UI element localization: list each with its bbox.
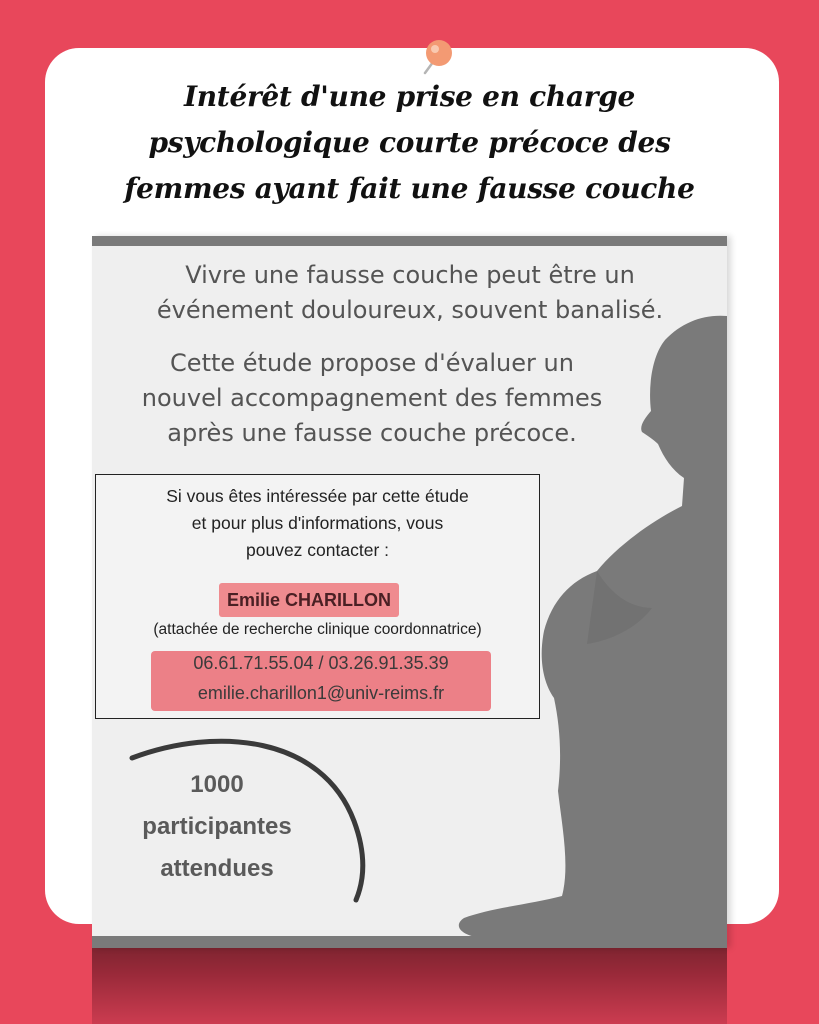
study-line-1: Cette étude propose d'évaluer un: [170, 349, 574, 377]
intro-line-1: Vivre une fausse couche peut être un: [185, 261, 635, 289]
contact-line-2: et pour plus d'informations, vous: [191, 513, 444, 533]
contact-email[interactable]: emilie.charillon1@univ-reims.fr: [197, 683, 445, 703]
intro-paragraph: [120, 258, 700, 328]
contact-name: Emilie CHARILLON: [219, 583, 399, 617]
stat-line-2: participantes: [142, 813, 292, 840]
page-title: [92, 74, 727, 212]
poster-bottom-bar: [92, 936, 727, 948]
contact-phone-numbers[interactable]: 06.61.71.55.04 / 03.26.91.35.39: [193, 653, 449, 673]
stat-line-3: attendues: [160, 855, 274, 882]
study-paragraph: [102, 346, 642, 451]
poster-shadow: [92, 946, 727, 1024]
contact-invitation: [96, 483, 539, 564]
title-line-3: femmes ayant fait une fausse couche: [124, 172, 695, 205]
title-line-2: psychologique courte précoce des: [148, 126, 671, 159]
participants-stat: [122, 764, 312, 890]
contact-line-3: pouvez contacter :: [246, 540, 389, 560]
intro-line-2: événement douloureux, souvent banalisé.: [156, 296, 664, 324]
contact-role: (attachée de recherche clinique coordonnatrice): [153, 621, 482, 638]
contact-box: [95, 474, 540, 719]
stat-number: 1000: [190, 771, 244, 798]
title-line-1: Intérêt d'une prise en charge: [183, 80, 636, 113]
push-pin-icon: [420, 36, 460, 76]
study-line-2: nouvel accompagnement des femmes: [141, 384, 603, 412]
study-line-3: après une fausse couche précoce.: [167, 419, 577, 447]
contact-line-1: Si vous êtes intéressée par cette étude: [166, 486, 469, 506]
poster: [92, 236, 727, 948]
